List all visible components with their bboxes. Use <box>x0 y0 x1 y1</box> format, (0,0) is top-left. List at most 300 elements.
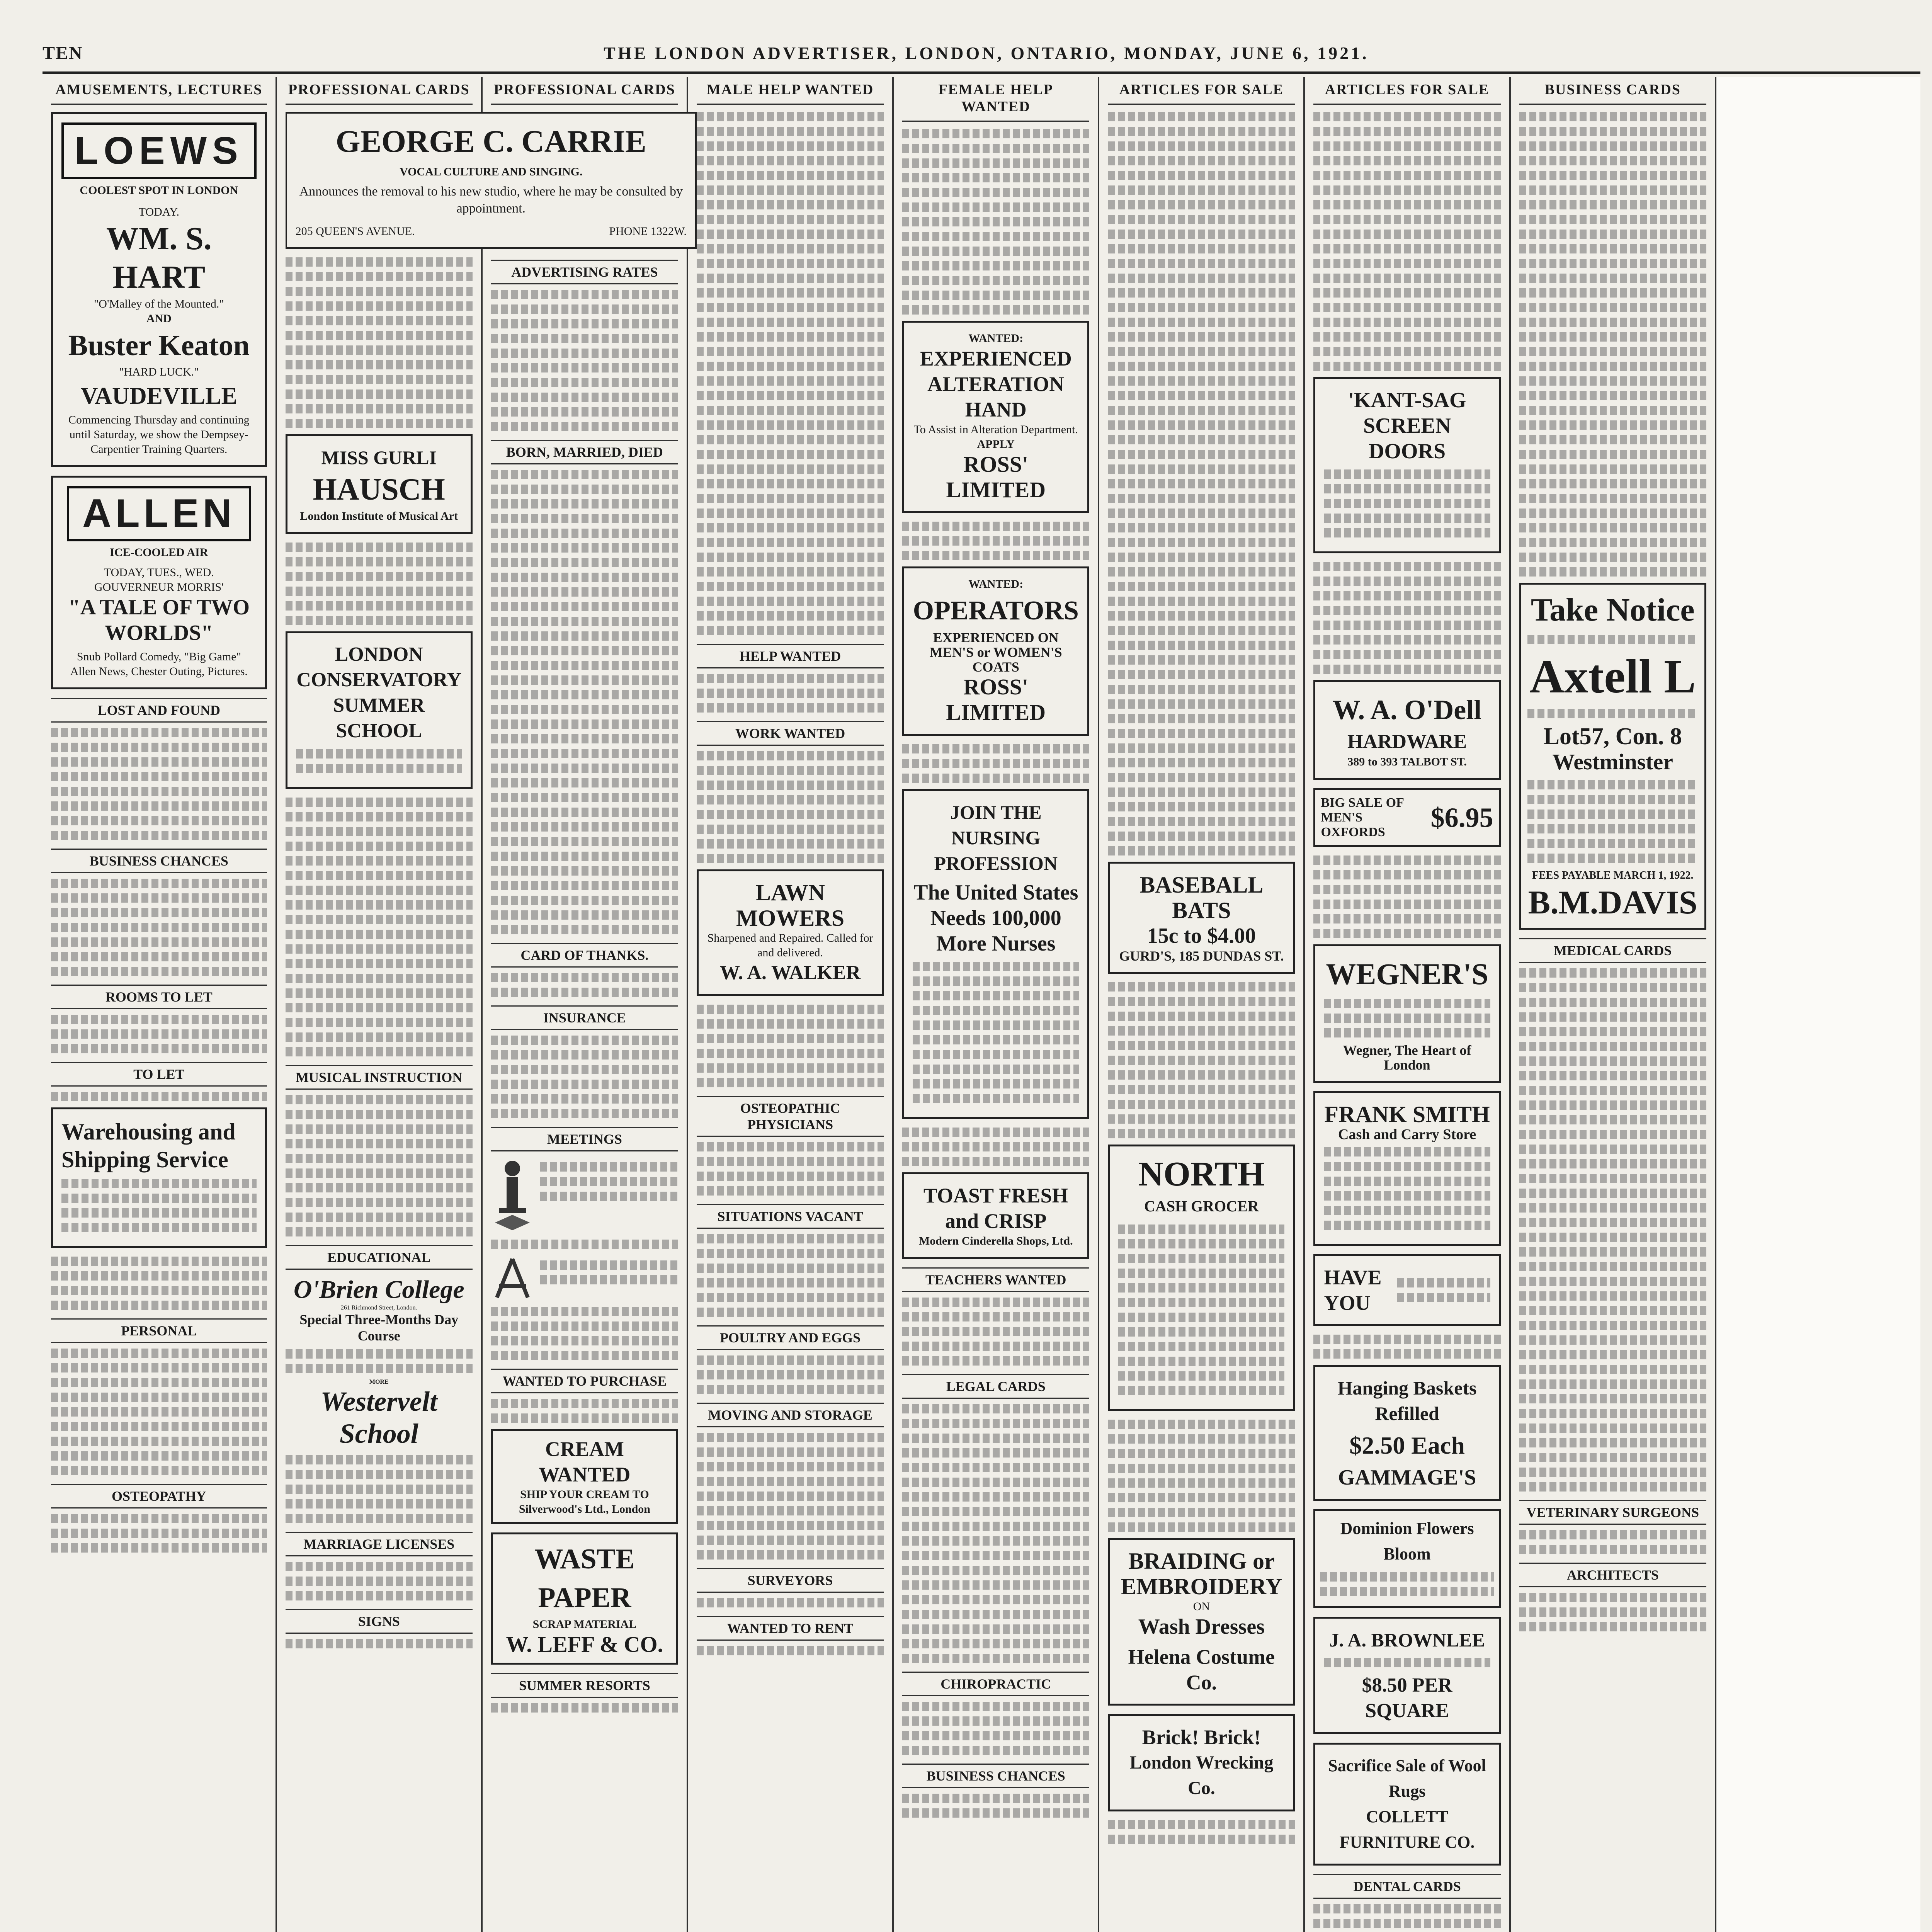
wool-rugs-ad <box>1313 1743 1500 1866</box>
text-line <box>902 173 1089 182</box>
text-line <box>286 601 473 611</box>
text-line <box>1108 156 1295 165</box>
text-line <box>902 1731 1089 1740</box>
ross1-firm: ROSS' LIMITED <box>946 452 1046 502</box>
text-line <box>286 345 473 355</box>
odell-address: 389 to 393 TALBOT ST. <box>1347 755 1467 768</box>
text-line <box>697 689 884 698</box>
section-legal-cards: LEGAL CARDS <box>902 1374 1089 1399</box>
text-line <box>540 1192 678 1201</box>
text-line <box>1108 582 1295 591</box>
text-line <box>51 879 267 888</box>
text-line <box>1108 743 1295 753</box>
text-line <box>61 1179 257 1188</box>
text-line <box>913 962 1079 971</box>
text-line <box>697 1049 884 1058</box>
text-line <box>697 1186 884 1196</box>
text-line <box>1519 1482 1706 1492</box>
text-line <box>286 871 473 880</box>
text-line <box>491 558 678 567</box>
text-line <box>51 1529 267 1538</box>
text-line <box>1519 244 1706 253</box>
text-line <box>902 291 1089 300</box>
text-line <box>491 1703 678 1713</box>
college-ad <box>286 1275 473 1523</box>
take-notice-ad <box>1519 583 1706 930</box>
baskets-title: Hanging Baskets Refilled <box>1337 1377 1477 1424</box>
carrie-phone: PHONE 1322W. <box>609 225 687 238</box>
text-line <box>902 1448 1089 1458</box>
text-line <box>1118 1386 1284 1395</box>
text-line <box>697 1293 884 1302</box>
column-amusements <box>43 77 276 1932</box>
section-advertising-rates: ADVERTISING RATES <box>491 260 678 284</box>
text-line <box>491 602 678 611</box>
brick-ad <box>1108 1714 1295 1811</box>
nursing-title: JOIN THE NURSING PROFESSION <box>934 801 1058 874</box>
hausch-ad <box>286 434 473 534</box>
text-line <box>286 1470 473 1479</box>
section-help-wanted: HELP WANTED <box>697 644 884 668</box>
text-line <box>286 316 473 325</box>
text-line <box>902 217 1089 226</box>
text-line <box>286 1018 473 1027</box>
text-line <box>697 376 884 386</box>
text-line <box>697 1142 884 1151</box>
text-line <box>1519 1306 1706 1315</box>
text-line <box>286 543 473 552</box>
section-architects: ARCHITECTS <box>1519 1563 1706 1587</box>
text-line <box>286 1499 473 1509</box>
toast-title: TOAST FRESH and CRISP <box>923 1184 1068 1233</box>
text-line <box>697 582 884 591</box>
text-line <box>697 1308 884 1317</box>
text-line <box>286 856 473 866</box>
wegner-ad <box>1313 944 1500 1083</box>
dateline: THE LONDON ADVERTISER, LONDON, ONTARIO, MONDAY, JUNE 6, 1921. <box>604 43 1369 63</box>
ross2-wanted: WANTED: <box>968 578 1024 590</box>
loews-vaudeville: VAUDEVILLE <box>80 383 238 409</box>
text-line <box>491 1065 678 1074</box>
text-line <box>1527 709 1698 718</box>
text-line <box>1519 420 1706 430</box>
text-line <box>697 1550 884 1560</box>
text-line <box>1519 1607 1706 1617</box>
section-business-chances: BUSINESS CHANCES <box>51 849 267 873</box>
text-line <box>1108 1420 1295 1429</box>
text-line <box>1519 1056 1706 1066</box>
text-line <box>902 1434 1089 1443</box>
text-line <box>1519 1453 1706 1462</box>
braiding-line2: EMBROIDERY <box>1121 1574 1282 1599</box>
text-line <box>51 1092 267 1101</box>
text-line <box>1519 303 1706 312</box>
ross2-title: OPERATORS <box>913 596 1079 626</box>
text-line <box>286 915 473 924</box>
text-line <box>697 318 884 327</box>
text-line <box>51 1044 267 1053</box>
text-line <box>491 705 678 714</box>
brownlee-ad <box>1313 1617 1500 1734</box>
text-line <box>51 816 267 825</box>
text-line <box>1324 484 1490 493</box>
text-line <box>902 1794 1089 1803</box>
text-line <box>61 1208 257 1218</box>
text-line <box>1313 303 1500 312</box>
text-line <box>1108 391 1295 400</box>
text-line <box>1108 450 1295 459</box>
text-line <box>286 1455 473 1464</box>
section-moving-storage: MOVING AND STORAGE <box>697 1403 884 1427</box>
text-line <box>697 1521 884 1530</box>
text-line <box>1324 1206 1490 1215</box>
text-line <box>491 1036 678 1045</box>
text-line <box>1313 1335 1500 1344</box>
text-line <box>51 1393 267 1402</box>
text-line <box>286 587 473 596</box>
text-line <box>902 1356 1089 1366</box>
text-line <box>1313 362 1500 371</box>
north-title: NORTH <box>1138 1155 1265 1193</box>
text-line <box>1519 1379 1706 1389</box>
allen-ad <box>51 476 267 689</box>
text-line <box>1108 1100 1295 1109</box>
section-osteopathy: OSTEOPATHY <box>51 1484 267 1509</box>
text-line <box>902 744 1089 753</box>
toast-ad <box>902 1172 1089 1259</box>
text-line <box>491 393 678 402</box>
hanging-baskets-ad <box>1313 1365 1500 1501</box>
hausch-line3: London Institute of Musical Art <box>300 510 458 522</box>
column-grid <box>43 77 1920 1932</box>
text-line <box>286 1562 473 1571</box>
text-line <box>1519 1042 1706 1051</box>
text-line <box>913 1006 1079 1015</box>
warehousing-ad <box>51 1107 267 1248</box>
text-line <box>286 616 473 625</box>
text-line <box>1519 1593 1706 1602</box>
text-line <box>491 1109 678 1118</box>
text-line <box>491 988 678 997</box>
text-line <box>286 1032 473 1042</box>
text-line <box>697 230 884 239</box>
text-line <box>697 450 884 459</box>
text-line <box>491 319 678 328</box>
text-line <box>1108 787 1295 797</box>
text-line <box>286 974 473 983</box>
column-heading: AMUSEMENTS, LECTURES <box>51 77 267 105</box>
loews-star2: Buster Keaton <box>68 329 250 362</box>
text-line <box>1313 347 1500 356</box>
text-line <box>697 1447 884 1457</box>
text-line <box>51 967 267 976</box>
text-line <box>286 1639 473 1648</box>
text-line <box>51 1422 267 1431</box>
text-line <box>491 617 678 626</box>
text-line <box>286 1110 473 1119</box>
text-line <box>1108 655 1295 665</box>
text-line <box>1519 215 1706 224</box>
text-line <box>51 1349 267 1358</box>
text-line <box>902 1298 1089 1307</box>
text-line <box>1118 1298 1284 1307</box>
rugs-firm: COLLETT FURNITURE CO. <box>1339 1807 1475 1852</box>
text-line <box>286 419 473 428</box>
text-line <box>1313 318 1500 327</box>
text-line <box>1313 914 1500 923</box>
text-line <box>1519 376 1706 386</box>
text-line <box>491 422 678 431</box>
text-line <box>491 587 678 597</box>
text-line <box>913 1035 1079 1044</box>
text-line <box>51 743 267 752</box>
text-line <box>902 1551 1089 1560</box>
text-line <box>697 1063 884 1073</box>
text-line <box>1108 112 1295 121</box>
text-line <box>1519 1100 1706 1110</box>
text-line <box>1519 406 1706 415</box>
page-number: TEN <box>43 43 83 63</box>
text-line <box>913 1020 1079 1030</box>
text-line <box>697 597 884 606</box>
text-line <box>1519 1159 1706 1168</box>
text-line <box>1108 376 1295 386</box>
text-line <box>1108 230 1295 239</box>
text-line <box>1527 635 1698 644</box>
text-line <box>697 766 884 775</box>
text-line <box>1313 171 1500 180</box>
text-line <box>1108 846 1295 855</box>
text-line <box>491 1240 678 1249</box>
text-line <box>697 839 884 849</box>
text-line <box>1519 1027 1706 1036</box>
text-line <box>491 778 678 787</box>
column-male-help <box>687 77 892 1932</box>
text-line <box>1108 1464 1295 1473</box>
text-line <box>902 1492 1089 1502</box>
text-line <box>1519 347 1706 356</box>
text-line <box>697 810 884 819</box>
text-line <box>286 886 473 895</box>
text-line <box>51 787 267 796</box>
text-line <box>1324 1177 1490 1186</box>
text-line <box>491 852 678 861</box>
text-line <box>1324 528 1490 537</box>
section-meetings: MEETINGS <box>491 1127 678 1151</box>
section-wanted-to-rent: WANTED TO RENT <box>697 1616 884 1641</box>
text-line <box>697 420 884 430</box>
text-line <box>1324 1014 1490 1023</box>
text-line <box>1313 1919 1500 1928</box>
text-line <box>902 188 1089 197</box>
text-line <box>491 1399 678 1408</box>
text-line <box>1519 274 1706 283</box>
text-line <box>1313 1904 1500 1913</box>
section-card-of-thanks: CARD OF THANKS. <box>491 943 678 968</box>
text-line <box>286 1139 473 1148</box>
oxfords-ad <box>1313 788 1500 847</box>
column-heading: ARTICLES FOR SALE <box>1108 77 1295 105</box>
column-articles-for-sale-2 <box>1303 77 1509 1932</box>
text-line <box>1108 773 1295 782</box>
text-line <box>697 1477 884 1486</box>
loews-tagline: COOLEST SPOT IN LONDON <box>80 184 238 197</box>
text-line <box>697 751 884 760</box>
text-line <box>1108 1026 1295 1036</box>
text-line <box>1118 1239 1284 1248</box>
text-line <box>1519 259 1706 268</box>
section-educational: EDUCATIONAL <box>286 1245 473 1270</box>
text-line <box>697 391 884 400</box>
frank-title: FRANK SMITH <box>1324 1102 1490 1127</box>
text-line <box>697 567 884 577</box>
column-business-cards <box>1509 77 1715 1932</box>
column-heading: PROFESSIONAL CARDS <box>286 77 473 105</box>
text-line <box>51 1466 267 1475</box>
section-situations-vacant: SITUATIONS VACANT <box>697 1204 884 1229</box>
text-line <box>902 1580 1089 1590</box>
braiding-line3: ON <box>1193 1600 1210 1613</box>
text-line <box>1324 1147 1490 1156</box>
text-line <box>51 952 267 961</box>
text-line <box>1519 1365 1706 1374</box>
text-line <box>1313 185 1500 195</box>
text-line <box>491 793 678 802</box>
text-line <box>697 674 884 683</box>
text-line <box>1519 968 1706 978</box>
text-line <box>1108 200 1295 209</box>
text-line <box>491 925 678 934</box>
section-lost-found: LOST AND FOUND <box>51 698 267 723</box>
notice-title: Take Notice <box>1531 592 1695 628</box>
text-line <box>1519 1394 1706 1403</box>
text-line <box>902 1478 1089 1487</box>
warehousing-title: Warehousing and Shipping Service <box>61 1119 236 1172</box>
text-line <box>51 1271 267 1281</box>
text-line <box>51 1029 267 1039</box>
have-you-ad <box>1313 1254 1500 1326</box>
ross1-body: To Assist in Alteration Department. <box>913 423 1078 436</box>
text-line <box>491 334 678 343</box>
text-line <box>286 1227 473 1236</box>
carrie-name: GEORGE C. CARRIE <box>335 124 646 159</box>
text-line <box>697 1278 884 1287</box>
text-line <box>491 734 678 743</box>
text-line <box>1519 983 1706 992</box>
text-line <box>697 538 884 547</box>
text-line <box>902 1419 1089 1428</box>
text-line <box>697 127 884 136</box>
text-line <box>1527 780 1698 789</box>
text-line <box>1108 982 1295 992</box>
text-line <box>1519 1468 1706 1477</box>
text-line <box>491 1080 678 1089</box>
waste-title: WASTE PAPER <box>534 1543 635 1614</box>
cream-title: CREAM WANTED <box>539 1437 631 1486</box>
text-line <box>1519 1262 1706 1271</box>
text-line <box>491 349 678 358</box>
column-professional-cards-2 <box>481 77 687 1932</box>
text-line <box>491 470 678 479</box>
text-line <box>1519 1174 1706 1183</box>
text-line <box>902 1342 1089 1351</box>
section-signs: SIGNS <box>286 1609 473 1634</box>
text-line <box>1313 112 1500 121</box>
braiding-line1: BRAIDING or <box>1128 1548 1275 1574</box>
text-line <box>697 259 884 268</box>
text-line <box>1108 1041 1295 1050</box>
text-line <box>697 795 884 804</box>
text-line <box>1108 318 1295 327</box>
loews-note: Commencing Thursday and continuing until Saturday, we show the Dempsey-Carpentier Training Quarters. <box>68 413 250 456</box>
text-line <box>1519 1145 1706 1154</box>
text-line <box>491 661 678 670</box>
text-line <box>1313 127 1500 136</box>
baseball-bats-ad <box>1108 862 1295 974</box>
text-line <box>1118 1327 1284 1337</box>
text-line <box>1397 1293 1490 1302</box>
text-line <box>286 930 473 939</box>
text-line <box>296 764 462 773</box>
text-line <box>902 1610 1089 1619</box>
text-line <box>1519 494 1706 503</box>
baskets-price: $2.50 Each <box>1349 1432 1465 1459</box>
text-line <box>697 362 884 371</box>
column-heading: PROFESSIONAL CARDS <box>491 77 678 105</box>
text-line <box>1108 244 1295 253</box>
text-line <box>1108 523 1295 532</box>
text-line <box>902 1595 1089 1604</box>
north-sub: CASH GROCER <box>1144 1197 1259 1215</box>
text-line <box>902 1142 1089 1151</box>
section-osteopathic: OSTEOPATHIC PHYSICIANS <box>697 1096 884 1137</box>
text-line <box>491 290 678 299</box>
column-heading: ARTICLES FOR SALE <box>1313 77 1500 105</box>
notice-place: Westminster <box>1552 749 1673 774</box>
text-line <box>913 1050 1079 1059</box>
baseball-price: 15c to $4.00 <box>1147 924 1256 948</box>
text-line <box>902 232 1089 241</box>
section-rooms-to-let: ROOMS TO LET <box>51 985 267 1009</box>
text-line <box>902 522 1089 531</box>
masthead <box>43 35 1920 74</box>
text-line <box>697 1005 884 1014</box>
college-school2: Westervelt School <box>320 1386 438 1449</box>
text-line <box>286 1154 473 1163</box>
text-line <box>697 347 884 356</box>
text-line <box>1519 1291 1706 1301</box>
text-line <box>697 112 884 121</box>
text-line <box>1108 127 1295 136</box>
text-line <box>902 305 1089 315</box>
text-line <box>286 827 473 836</box>
text-line <box>286 959 473 968</box>
odell-hardware-ad <box>1313 680 1500 780</box>
text-line <box>902 1522 1089 1531</box>
text-line <box>1108 997 1295 1006</box>
text-line <box>286 988 473 998</box>
text-line <box>491 378 678 387</box>
lawn-firm: W. A. WALKER <box>720 962 861 984</box>
text-line <box>1313 621 1500 630</box>
text-line <box>51 923 267 932</box>
text-line <box>1108 685 1295 694</box>
text-line <box>51 937 267 947</box>
text-line <box>1108 288 1295 298</box>
text-line <box>1519 509 1706 518</box>
text-line <box>1108 435 1295 444</box>
text-line <box>1313 215 1500 224</box>
